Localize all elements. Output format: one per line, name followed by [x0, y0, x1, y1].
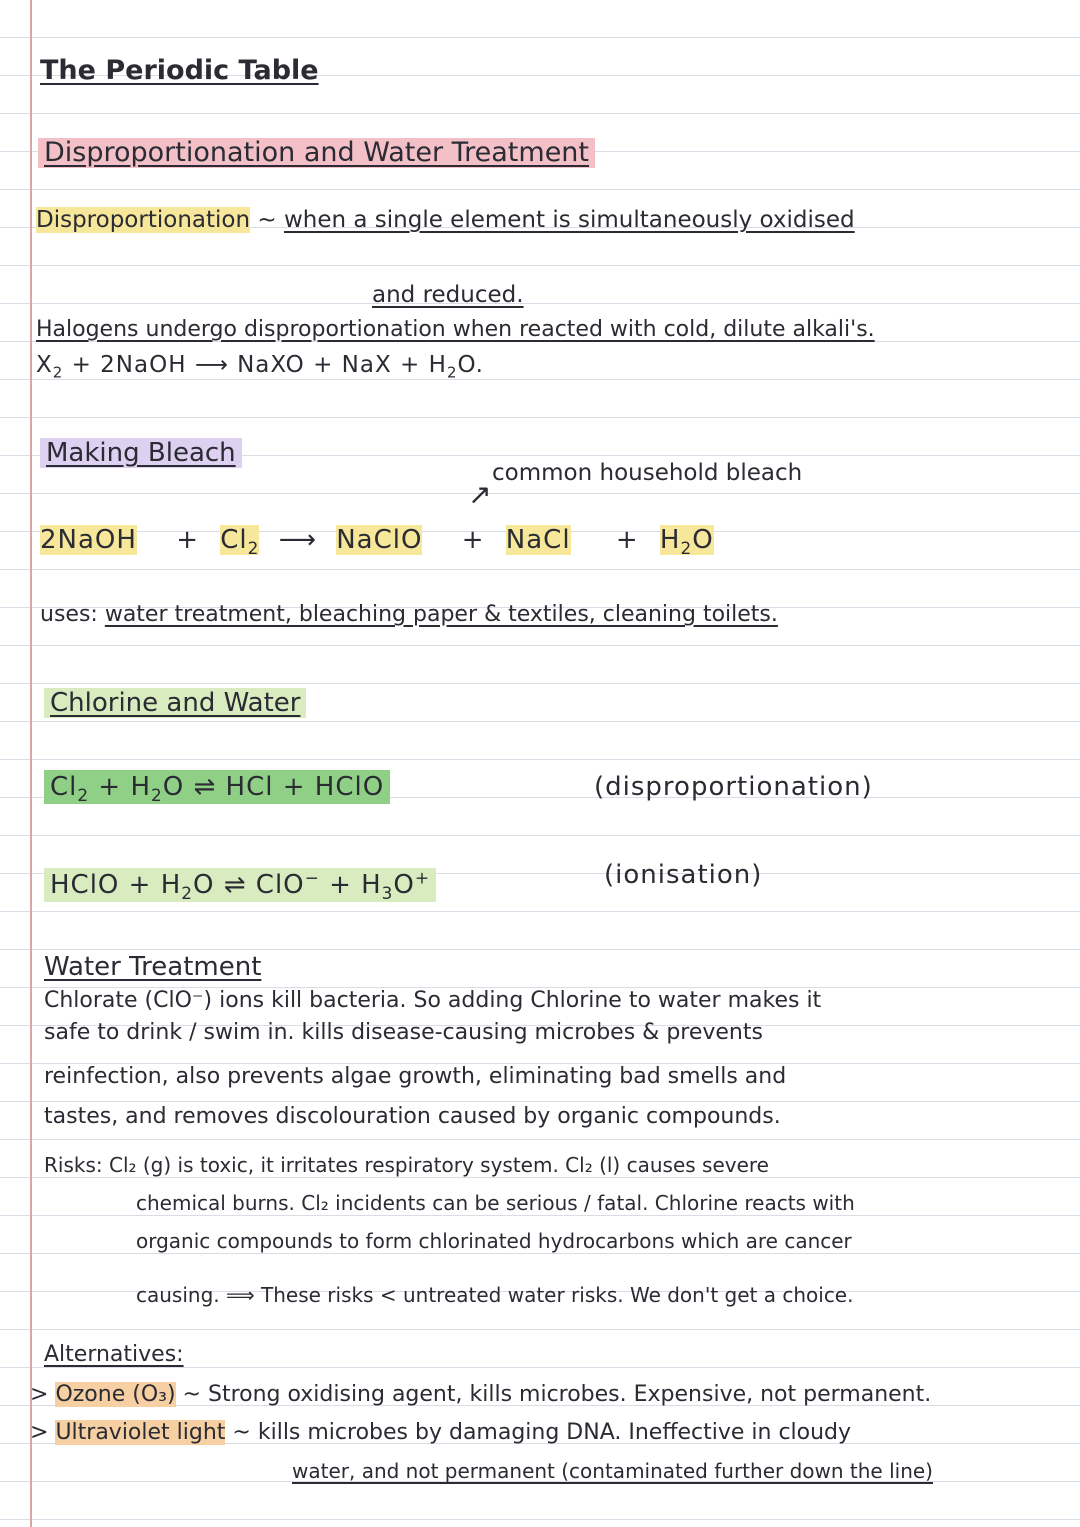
chlorine-equation-1	[44, 772, 390, 810]
uses-text: water treatment, bleaching paper & textiles, cleaning toilets.	[104, 602, 778, 627]
section-heading-bleach: Making Bleach	[40, 438, 242, 468]
risks-line-3: organic compounds to form chlorinated hydrocarbons which are cancer	[136, 1229, 852, 1253]
wt-line-1: Chlorate (ClO⁻) ions kill bacteria. So adding Chlorine to water makes it	[44, 988, 822, 1013]
eq1-b: + H	[98, 772, 152, 802]
bleach-p3-end: O	[692, 525, 714, 555]
eq2-d-sup: +	[414, 867, 431, 887]
wt-line-4: tastes, and removes discolouration caused by organic compounds.	[44, 1104, 781, 1129]
bleach-equation	[40, 525, 714, 563]
bullet-icon: >	[30, 1420, 49, 1445]
bleach-p3: H	[659, 525, 681, 555]
section-heading-chlorine-water: Chlorine and Water	[44, 688, 306, 718]
eq1-note: (disproportionation)	[594, 772, 873, 802]
definition-tilde: ~	[257, 207, 277, 233]
definition-text-1: when a single element is simultaneously oxidised	[283, 207, 855, 233]
eq2-b-sup: −	[304, 867, 320, 887]
note-arrow-icon: ↗	[468, 478, 492, 511]
eq2-c-sub: 3	[381, 882, 394, 903]
alternatives-label: Alternatives:	[44, 1342, 184, 1367]
eq-x2: X	[36, 352, 53, 378]
bleach-p2: NaCl	[505, 525, 571, 555]
section-heading-disproportionation: Disproportionation and Water Treatment	[38, 138, 595, 168]
uv-text: ~ kills microbes by damaging DNA. Ineffective in cloudy	[232, 1420, 852, 1445]
definition-term: Disproportionation	[36, 207, 251, 233]
eq2-note: (ionisation)	[604, 860, 763, 890]
bleach-arrow: ⟶	[278, 525, 317, 555]
eq1-a-sub: 2	[77, 785, 90, 806]
risks-label: Risks:	[44, 1153, 103, 1177]
eq1-b-sub: 2	[151, 785, 163, 806]
bleach-uses	[40, 600, 778, 630]
bleach-r2-sub: 2	[247, 538, 260, 559]
section-heading-water-treatment: Water Treatment	[44, 952, 262, 982]
risks-line-2: chemical burns. Cl₂ incidents can be serious / fatal. Chlorine reacts with	[136, 1191, 855, 1215]
bleach-plus1: +	[176, 525, 200, 555]
general-equation	[36, 350, 484, 388]
eq-x2-sub: 2	[52, 363, 64, 382]
uses-label: uses:	[40, 602, 98, 627]
ozone-text: ~ Strong oxidising agent, kills microbes. Expensive, not permanent.	[182, 1382, 932, 1407]
bleach-note: common household bleach	[492, 460, 803, 486]
chlorine-equation-2	[44, 862, 436, 908]
eq1-a: Cl	[50, 772, 78, 802]
eq-end: O.	[457, 352, 484, 378]
bleach-p3-sub: 2	[680, 538, 693, 559]
bullet-icon: >	[30, 1382, 49, 1407]
risks-text-1: Cl₂ (g) is toxic, it irritates respiratory system. Cl₂ (l) causes severe	[108, 1153, 769, 1177]
wt-line-2: safe to drink / swim in. kills disease-causing microbes & prevents	[44, 1020, 763, 1045]
alt-ozone	[30, 1380, 931, 1410]
uv-label: Ultraviolet light	[55, 1420, 226, 1445]
ozone-label: Ozone (O₃)	[55, 1382, 176, 1407]
bleach-p1: NaClO	[336, 525, 423, 555]
bleach-r1: 2NaOH	[40, 525, 137, 555]
risks-line-1	[44, 1150, 769, 1180]
eq1-c: O ⇌ HCl + HClO	[162, 772, 385, 802]
eq2-d: O	[393, 869, 415, 900]
risks-line-4: causing. ⟹ These risks < untreated water risks. We don't get a choice.	[136, 1283, 854, 1307]
eq2-c: + H	[329, 869, 382, 900]
definition-line-2: and reduced.	[372, 282, 524, 308]
bleach-plus2: +	[461, 525, 485, 555]
alt-uv	[30, 1418, 851, 1448]
eq2-a-sub: 2	[181, 882, 194, 903]
eq2-a: HClO + H	[50, 869, 182, 900]
bleach-plus3: +	[615, 525, 639, 555]
halogens-line: Halogens undergo disproportionation when reacted with cold, dilute alkali's.	[36, 317, 875, 342]
definition-line-1	[36, 205, 855, 235]
page-title: The Periodic Table	[40, 55, 319, 86]
bleach-r2: Cl	[220, 525, 248, 555]
eq-rest: + 2NaOH ⟶ NaXO + NaX + H	[71, 352, 447, 378]
eq-h2o-sub: 2	[446, 363, 458, 382]
wt-line-3: reinfection, also prevents algae growth, eliminating bad smells and	[44, 1064, 787, 1089]
alt-uv-line-2: water, and not permanent (contaminated further down the line)	[292, 1459, 933, 1483]
eq2-b: O ⇌ ClO	[193, 869, 305, 900]
